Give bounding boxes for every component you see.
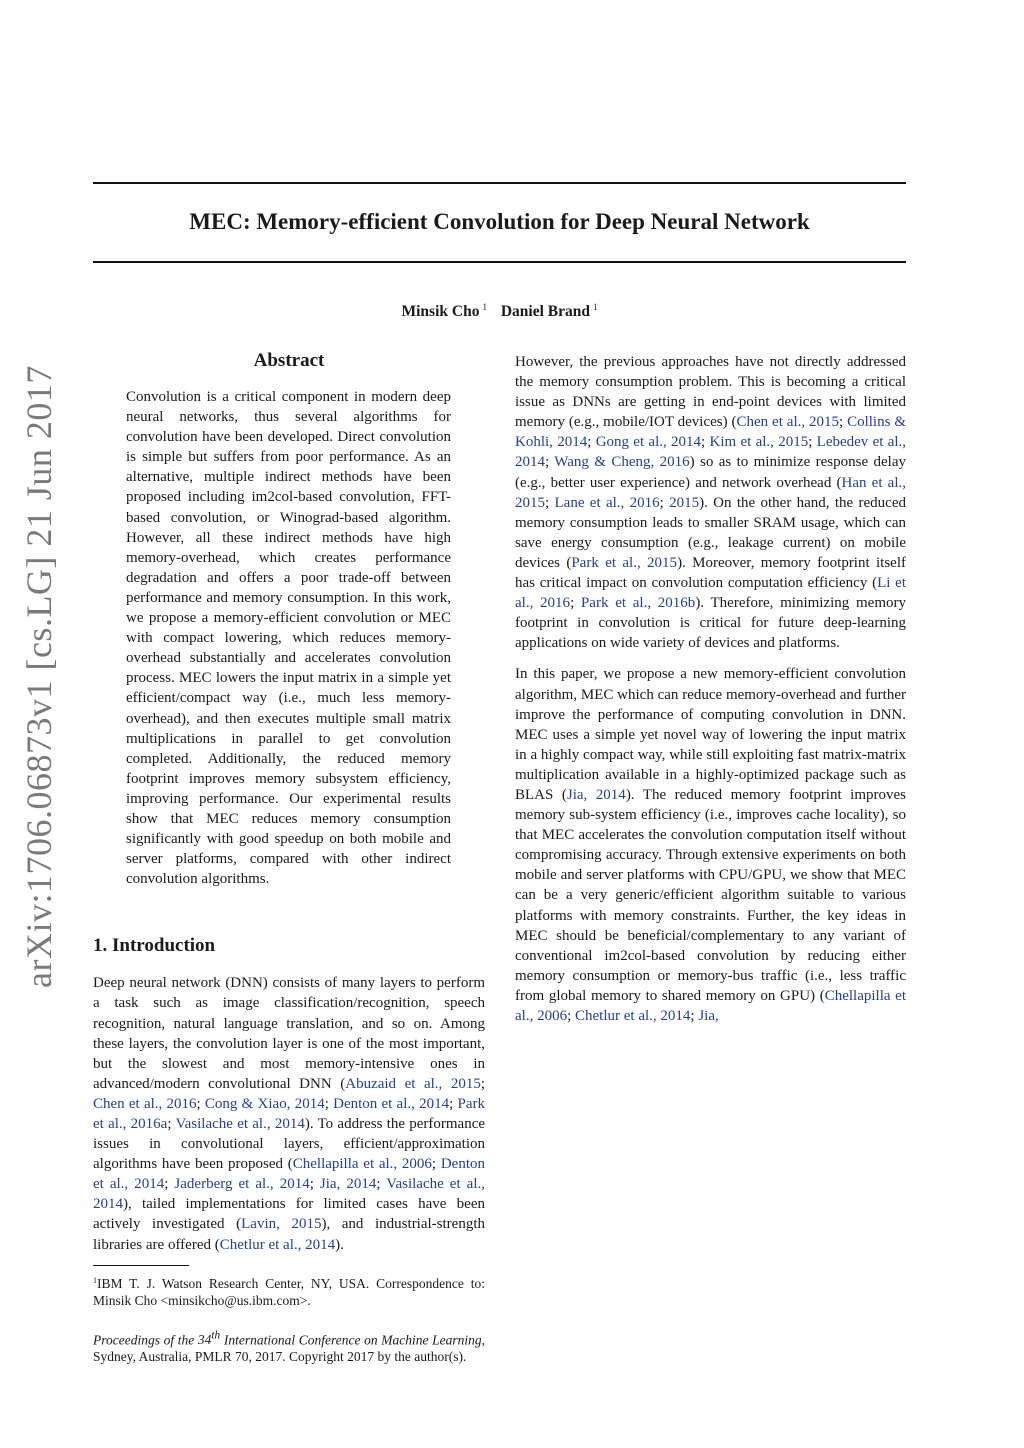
author-name: Minsik Cho — [401, 303, 480, 320]
intro-paragraph-3: In this paper, we propose a new memory-efficient convolution algorithm, MEC which can reduce memory-overhead and further improve the performance of computing convolution in DNN. MEC uses a simple yet novel way of lowering the input matrix in a highly compact way, while still exploiting fast matrix-matrix multiplication available in a highly-optimized package such as BLAS (Jia, 2014). The reduced memory footprint improves memory sub-system efficiency (i.e., improves cache locality), so that MEC accelerates the convolution computation itself without compromising accuracy. Through extensive experiments on both mobile and server platforms with CPU/GPU, we show that MEC can be a very generic/efficient algorithm suitable to various platforms with memory constraints. Further, the key ideas in MEC should be beneficial/complementary to any variant of conventional im2col-based convolution by reducing either memory consumption or memory-bus traffic (i.e., less traffic from global memory to shared memory on GPU) (Chellapilla et al., 2006; Chetlur et al., 2014; Jia, — [515, 666, 906, 1024]
footnote-divider — [93, 1265, 189, 1266]
citation-link[interactable]: Vasilache et al., 2014 — [175, 1116, 305, 1132]
citation-link[interactable]: Chen et al., 2016 — [93, 1095, 197, 1112]
footnote-mark: 1 — [93, 1275, 97, 1285]
affiliation-mark: 1 — [482, 302, 487, 312]
citation-link[interactable]: Jia, — [698, 1008, 719, 1024]
citation-link[interactable]: Chellapilla et al., 2006 — [515, 987, 906, 1024]
citation-link[interactable]: Denton et al., 2014 — [93, 1156, 485, 1193]
citation-link[interactable]: Gong et al., 2014 — [595, 434, 702, 451]
citation-link[interactable]: Park et al., 2016b — [580, 595, 696, 612]
affiliation-footnote — [93, 1272, 485, 1309]
citation-link[interactable]: Cong & Xiao, 2014 — [204, 1095, 325, 1112]
intro-paragraph-1: Deep neural network (DNN) consists of many layers to perform a task such as image classification/recognition, speech recognition, natural language translation, and so on. Among these layers, the convolution layer is one of the most important, but the slowest and most memory-intensive ones in advanced/modern convolutional DNN (Abuzaid et al., 2015; Chen et al., 2016; Cong & Xiao, 2014; Denton et al., 2014; Park et al., 2016a; Vasilache et al., 2014). To address the performance issues in convolutional layers, efficient/approximation algorithms have been proposed (Chellapilla et al., 2006; Denton et al., 2014; Jaderberg et al., 2014; Jia, 2014; Vasilache et al., 2014), tailed implementations for limited cases have been actively investigated (Lavin, 2015), and industrial-strength libraries are offered (Chetlur et al., 2014). — [93, 975, 486, 1253]
affiliation-mark: 1 — [592, 302, 598, 312]
author-1 — [402, 303, 487, 320]
citation-link[interactable]: Abuzaid et al., 2015 — [345, 1075, 481, 1092]
citation-link[interactable]: Kim et al., 2015 — [709, 434, 809, 451]
citation-link[interactable]: Jia, 2014 — [319, 1176, 377, 1193]
citation-link[interactable]: Lavin, 2015 — [241, 1216, 322, 1233]
citation-link[interactable]: Vasilache et al., 2014 — [93, 1176, 485, 1213]
footnote-text: IBM T. J. Watson Research Center, NY, USA. Correspondence to: Minsik Cho <minsikcho@us.ibm.com>. — [93, 1275, 485, 1308]
paper-title: MEC: Memory-efficient Convolution for Deep Neural Network — [189, 209, 810, 234]
title-rule-bottom — [93, 261, 906, 263]
author-list — [93, 297, 906, 322]
citation-link[interactable]: Collins & Kohli, 2014 — [515, 414, 907, 451]
author-2 — [501, 303, 598, 320]
citation-link[interactable]: Park et al., 2016a — [93, 1095, 486, 1132]
citation-link[interactable]: Han et al., 2015 — [515, 474, 906, 511]
left-column — [93, 346, 485, 1365]
citation-link[interactable]: Lebedev et al., 2014 — [515, 434, 907, 471]
citation-link[interactable]: Denton et al., 2014 — [333, 1095, 450, 1112]
citation-link[interactable]: Li et al., 2016 — [515, 575, 907, 612]
citation-link[interactable]: Chetlur et al., 2014 — [575, 1008, 691, 1024]
citation-link[interactable]: 2015 — [669, 494, 700, 511]
abstract-heading: Abstract — [253, 350, 325, 371]
introduction-heading: 1. Introduction — [93, 935, 216, 957]
citation-link[interactable]: Jia, 2014 — [566, 786, 626, 803]
citation-link[interactable]: Chetlur et al., 2014 — [219, 1236, 336, 1253]
citation-link[interactable]: Lane et al., 2016 — [554, 494, 660, 511]
right-column — [515, 352, 906, 1026]
intro-paragraph-2: However, the previous approaches have not directly addressed the memory consumption problem. This is becoming a critical issue as DNNs are getting in end-point devices with limited memory (e.g., mobile/IOT devices) (Chen et al., 2015; Collins & Kohli, 2014; Gong et al., 2014; Kim et al., 2015; Lebedev et al., 2014; Wang & Cheng, 2016) so as to minimize response delay (e.g., better user experience) and network overhead (Han et al., 2015; Lane et al., 2016; 2015). On the other hand, the reduced memory consumption leads to smaller SRAM usage, which can save energy consumption (e.g., leakage current) on mobile devices (Park et al., 2015). Moreover, memory footprint itself has critical impact on convolution computation efficiency (Li et al., 2016; Park et al., 2016b). Therefore, minimizing memory footprint in convolution is critical for future deep-learning applications on wide variety of devices and platforms. — [515, 354, 907, 652]
citation-link[interactable]: Park et al., 2015 — [571, 554, 678, 571]
citation-link[interactable]: Jaderberg et al., 2014 — [174, 1176, 310, 1193]
author-name: Daniel Brand — [500, 303, 590, 320]
citation-link[interactable]: Chellapilla et al., 2006 — [292, 1156, 432, 1173]
title-rule-top — [93, 182, 906, 184]
proceedings-note: Proceedings of the 34th International Conference on Machine Learning, Sydney, Australia, PMLR 70, 2017. Copyright 2017 by the author(s). — [93, 1329, 486, 1365]
citation-link[interactable]: Wang & Cheng, 2016 — [554, 454, 690, 471]
citation-link[interactable]: Chen et al., 2015 — [736, 414, 840, 431]
arxiv-identifier-stamp: arXiv:1706.06873v1 [cs.LG] 21 Jun 2017 — [19, 365, 59, 988]
abstract-body: Convolution is a critical component in modern deep neural networks, thus several algorithms for convolution have been developed. Direct convolution is simple but suffers from poor performance. As an alternative, multiple indirect methods have been proposed including im2col-based convolution, FFT-based convolution, or Winograd-based algorithm. However, all these indirect methods have high memory-overhead, which creates performance degradation and offers a poor trade-off between performance and memory consumption. In this work, we propose a memory-efficient convolution or MEC with compact lowering, which reduces memory-overhead substantially and accelerates convolution process. MEC lowers the input matrix in a simple yet efficient/compact way (i.e., much less memory-overhead), and then executes multiple small matrix multiplications in parallel to get convolution completed. Additionally, the reduced memory footprint improves memory subsystem efficiency, improving performance. Our experimental results show that MEC reduces memory consumption significantly with good speedup on both mobile and server platforms, compared with other indirect convolution algorithms. — [126, 389, 451, 888]
